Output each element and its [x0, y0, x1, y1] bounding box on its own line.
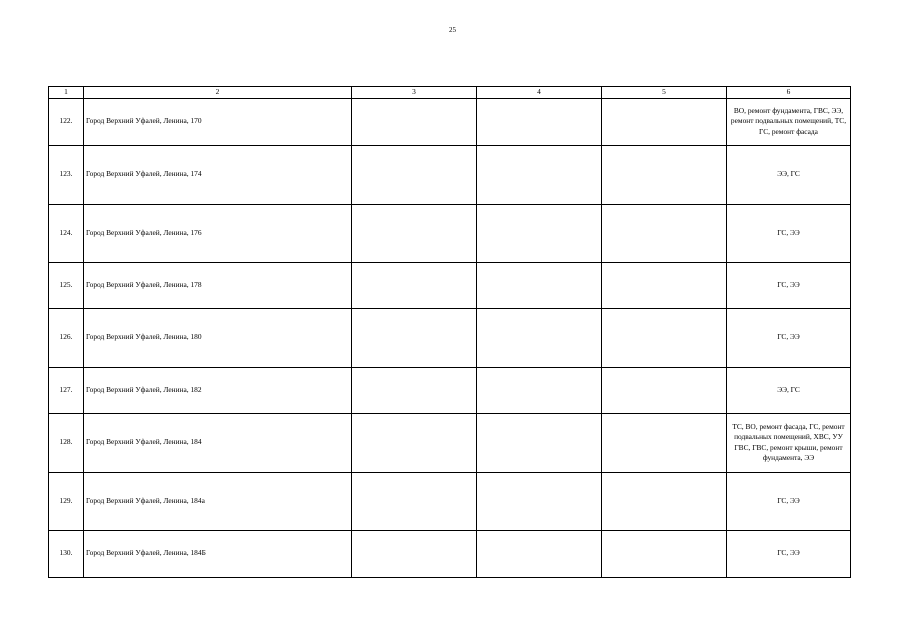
row-col-5 [602, 367, 727, 413]
header-row [49, 87, 851, 99]
row-works: ГС, ЭЭ [727, 308, 851, 367]
header-col-5: 5 [602, 87, 727, 99]
row-col-3 [352, 413, 477, 472]
table-row [49, 204, 851, 262]
row-works: ЭЭ, ГС [727, 367, 851, 413]
row-works: ТС, ВО, ремонт фасада, ГС, ремонт подвальных помещений, ХВС, УУ ГВС, ГВС, ремонт крыши, ремонт фундамента, ЭЭ [727, 413, 851, 472]
row-col-4 [477, 472, 602, 530]
row-col-3 [352, 145, 477, 204]
row-works: ГС, ЭЭ [727, 262, 851, 308]
table-row [49, 308, 851, 367]
header-col-4: 4 [477, 87, 602, 99]
row-col-4 [477, 262, 602, 308]
header-col-6: 6 [727, 87, 851, 99]
header-col-3: 3 [352, 87, 477, 99]
row-works: ВО, ремонт фундамента, ГВС, ЭЭ, ремонт подвальных помещений, ТС, ГС, ремонт фасада [727, 98, 851, 145]
row-works: ГС, ЭЭ [727, 472, 851, 530]
row-col-3 [352, 308, 477, 367]
table-row [49, 472, 851, 530]
row-number: 128. [49, 413, 84, 472]
row-col-4 [477, 145, 602, 204]
row-address: Город Верхний Уфалей, Ленина, 180 [84, 308, 352, 367]
row-number: 124. [49, 204, 84, 262]
row-col-3 [352, 204, 477, 262]
table-row [49, 262, 851, 308]
row-col-5 [602, 530, 727, 577]
page-number: 25 [449, 26, 456, 34]
table-row [49, 413, 851, 472]
header-col-1: 1 [49, 87, 84, 99]
row-col-5 [602, 145, 727, 204]
row-number: 127. [49, 367, 84, 413]
row-works: ГС, ЭЭ [727, 530, 851, 577]
table-row [49, 145, 851, 204]
row-col-4 [477, 530, 602, 577]
row-number: 123. [49, 145, 84, 204]
row-col-3 [352, 530, 477, 577]
row-number: 126. [49, 308, 84, 367]
row-address: Город Верхний Уфалей, Ленина, 184 [84, 413, 352, 472]
row-address: Город Верхний Уфалей, Ленина, 184Б [84, 530, 352, 577]
row-address: Город Верхний Уфалей, Ленина, 182 [84, 367, 352, 413]
row-col-3 [352, 367, 477, 413]
row-col-5 [602, 204, 727, 262]
row-works: ЭЭ, ГС [727, 145, 851, 204]
row-col-5 [602, 98, 727, 145]
row-col-3 [352, 98, 477, 145]
row-col-5 [602, 472, 727, 530]
row-works: ГС, ЭЭ [727, 204, 851, 262]
works-table [48, 86, 851, 578]
row-col-5 [602, 413, 727, 472]
row-number: 122. [49, 98, 84, 145]
row-col-4 [477, 204, 602, 262]
row-address: Город Верхний Уфалей, Ленина, 170 [84, 98, 352, 145]
table-row [49, 530, 851, 577]
row-number: 125. [49, 262, 84, 308]
row-address: Город Верхний Уфалей, Ленина, 176 [84, 204, 352, 262]
row-col-3 [352, 262, 477, 308]
table-row [49, 98, 851, 145]
row-col-4 [477, 308, 602, 367]
table-row [49, 367, 851, 413]
row-col-5 [602, 308, 727, 367]
header-col-2: 2 [84, 87, 352, 99]
row-number: 129. [49, 472, 84, 530]
row-address: Город Верхний Уфалей, Ленина, 178 [84, 262, 352, 308]
row-address: Город Верхний Уфалей, Ленина, 174 [84, 145, 352, 204]
row-col-4 [477, 98, 602, 145]
row-col-5 [602, 262, 727, 308]
row-col-4 [477, 413, 602, 472]
row-col-3 [352, 472, 477, 530]
row-address: Город Верхний Уфалей, Ленина, 184а [84, 472, 352, 530]
row-number: 130. [49, 530, 84, 577]
row-col-4 [477, 367, 602, 413]
